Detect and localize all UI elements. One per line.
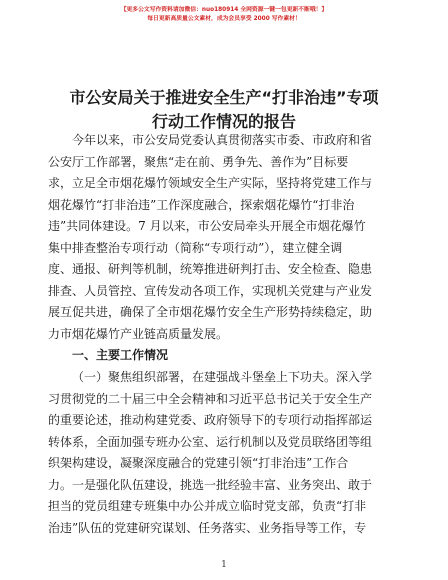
text-line: 违”共同体建设。7 月以来，市公安局牵头开展全市烟花爆竹 [48, 219, 366, 234]
title-line-1: 市公安局关于推进安全生产“打非治违”专项 [69, 88, 379, 107]
header-banner [0, 6, 448, 24]
text-line: 集中排查整治专项行动（简称“专项行动”），建立健全调 [48, 240, 343, 255]
banner-line-membership: 每日更新高质量公文素材，成为会员享受 2000 写作素材！ [147, 16, 301, 22]
text-line: 烟花爆竹“打非治违”工作深度融合，探索烟花爆竹“打非治 [48, 197, 355, 212]
text-line: 求，立足全市烟花爆竹领域安全生产实际，坚持将党建工作与 [48, 176, 373, 191]
title-line-2: 行动工作情况的报告 [151, 112, 296, 131]
text-line: 转体系，全面加强专班办公室、运行机制以及党员联络团等组 [48, 434, 373, 449]
text-line: 力市烟花爆竹产业链高质量发展。 [48, 326, 229, 341]
document-title [40, 86, 408, 134]
text-line: 度、通报、研判等机制，统筹推进研判打击、安全检查、隐患 [48, 262, 373, 277]
text-line: 担当的党员组建专班集中办公并成立临时党支部，负责“打非 [48, 499, 367, 514]
section-heading: 一、主要工作情况 [72, 348, 169, 363]
text-line: 的重要论述，推动构建党委、政府领导下的专项行动指挥部运 [48, 413, 373, 428]
text-line: 力。一是强化队伍建设，挑选一批经验丰富、业务突出、敢于 [48, 477, 373, 492]
text-line: 织架构建设，凝聚深度融合的党建引领“打非治违”工作合 [48, 456, 349, 471]
banner-line-promo: 【更多公文写作资料请加微信：nuo180914 全网资源一键一包更新不断哦！】 [120, 7, 328, 13]
text-line: 公安厅工作部署，聚焦“走在前、勇争先、善作为”目标要 [48, 154, 349, 169]
paragraph-organization [48, 367, 408, 539]
text-line: （一）聚焦组织部署，在建强战斗堡垒上下功夫。深入学 [72, 370, 373, 385]
paragraph-intro [48, 130, 408, 345]
text-line: 排查、人员管控、宣传发动各项工作，实现机关党建与产业发 [48, 283, 373, 298]
page-number: 1 [221, 560, 227, 570]
text-line: 展互促共进，确保了全市烟花爆竹安全生产形势持续稳定，助 [48, 305, 373, 320]
text-line: 今年以来，市公安局党委认真贯彻落实市委、市政府和省 [72, 133, 373, 147]
text-line: 习贯彻党的二十届三中全会精神和习近平总书记关于安全生产 [48, 391, 373, 406]
document-body [48, 130, 408, 539]
text-line: 治违”队伍的党建研究谋划、任务落实、业务指导等工作，专 [48, 520, 367, 535]
